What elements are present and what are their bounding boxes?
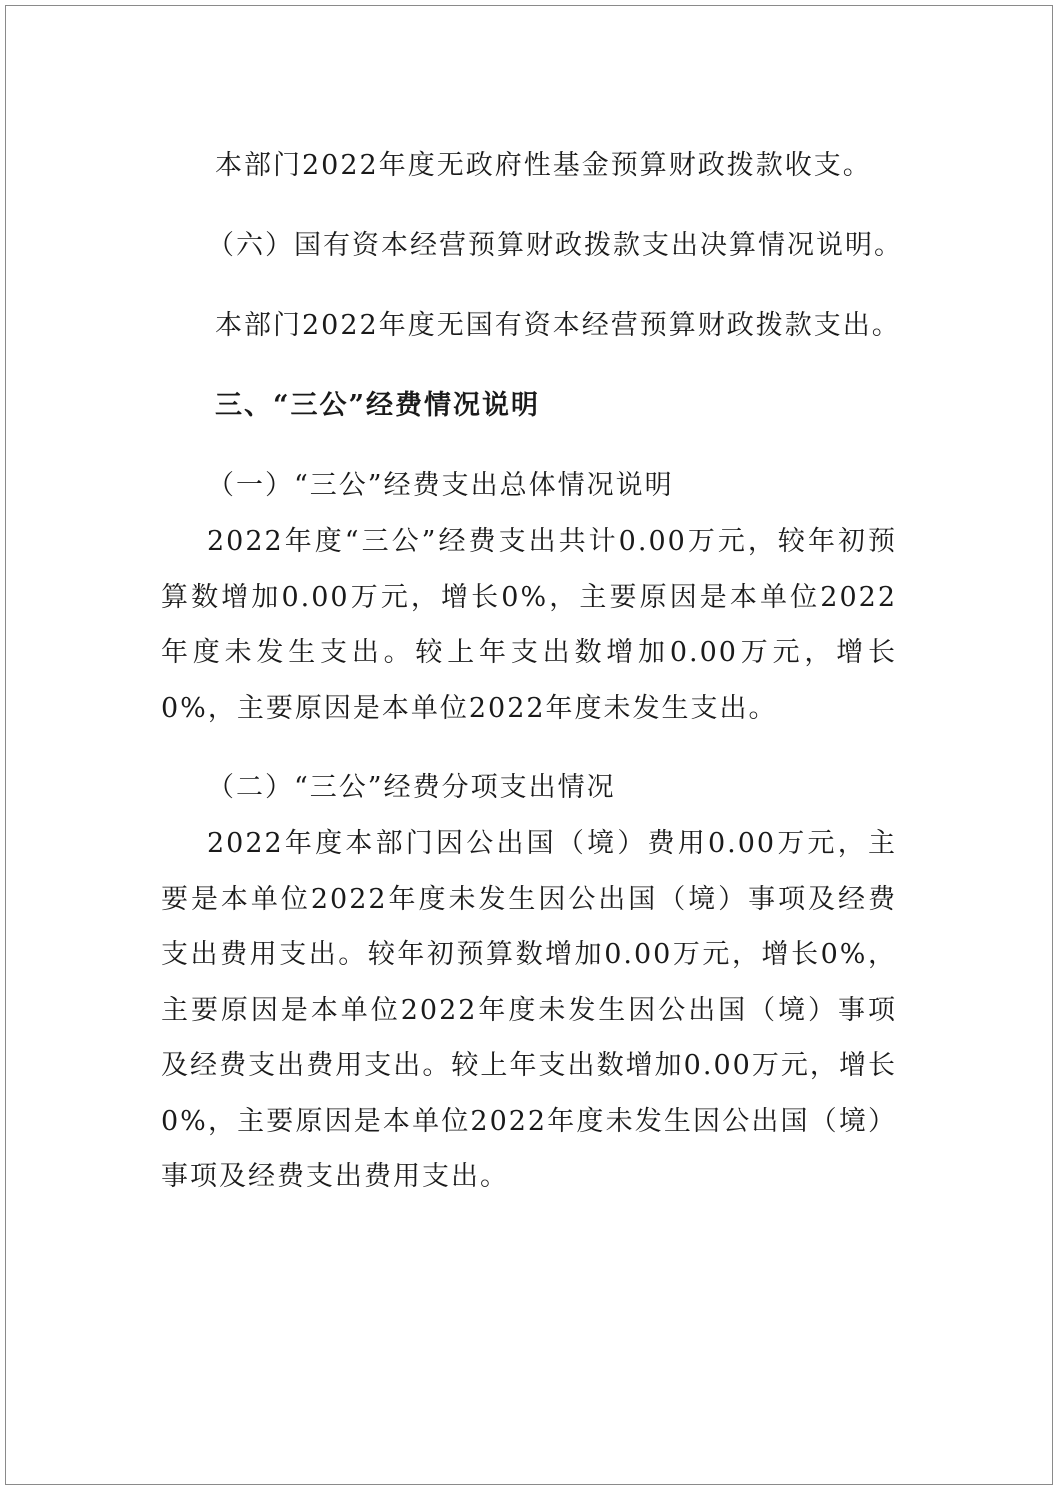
- text-no-government-fund: 本部门2022年度无政府性基金预算财政拨款收支。: [215, 150, 872, 181]
- subheading-overall-expenses: （一）“三公”经费支出总体情况说明: [207, 470, 674, 501]
- page-content: [161, 138, 901, 1205]
- paragraph-overall-expenses: 2022年度“三公”经费支出共计0.00万元，较年初预算数增加0.00万元，增长0%，主要原因是本单位2022年度未发生支出。较上年支出数增加0.00万元，增长0%，主要原因是本单位2022年度未发生支出。: [161, 526, 897, 724]
- section-three-public-expenses: 三、“三公”经费情况说明: [215, 390, 541, 421]
- text-no-state-capital-expenditure: 本部门2022年度无国有资本经营预算财政拨款支出。: [215, 310, 901, 341]
- heading-state-capital-budget: （六）国有资本经营预算财政拨款支出决算情况说明。: [207, 230, 903, 261]
- paragraph-overseas-travel-expenses: 2022年度本部门因公出国（境）费用0.00万元，主要是本单位2022年度未发生因公出国（境）事项及经费支出费用支出。较年初预算数增加0.00万元，增长0%，主要原因是本单位2022年度未发生因公出国（境）事项及经费支出费用支出。较上年支出数增加0.00万元，增长0%，主要原因是本单位2022年度未发生因公出国（境）事项及经费支出费用支出。: [161, 828, 897, 1192]
- document-page: [5, 5, 1053, 1485]
- subheading-itemized-expenses: （二）“三公”经费分项支出情况: [207, 772, 616, 803]
